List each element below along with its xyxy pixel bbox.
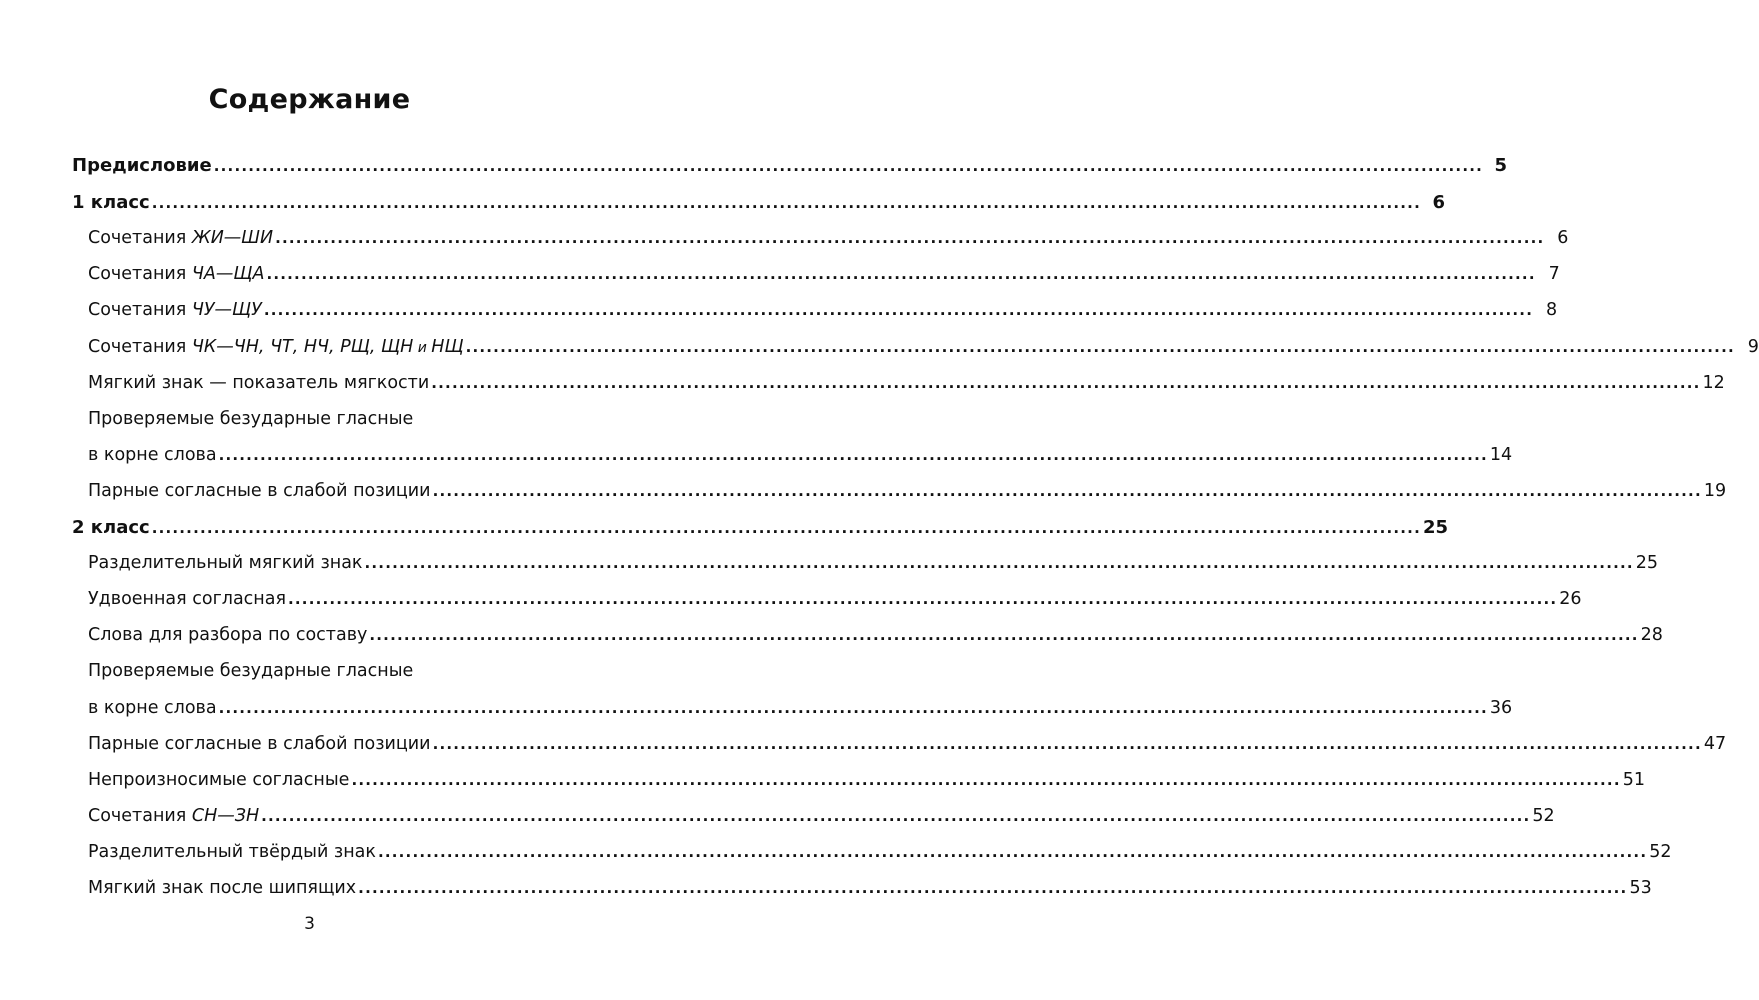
toc-page-number: 52: [1649, 842, 1672, 862]
toc-entry-label: Слова для разбора по составу: [88, 625, 368, 645]
toc-entry-hard-sign[interactable]: [88, 842, 1672, 866]
dot-leader: [266, 265, 1535, 283]
toc-entry-grade-2[interactable]: [72, 517, 1449, 541]
dot-leader: [219, 699, 1488, 717]
toc-entry-zhi-shi[interactable]: [88, 228, 1569, 252]
toc-entry-label: [88, 264, 264, 284]
dot-leader: [365, 554, 1634, 572]
toc-entry-label: 2 класс: [72, 517, 150, 538]
toc-entry-label: [88, 806, 259, 826]
toc-entry-label: Удвоенная согласная: [88, 589, 286, 609]
toc-entry-label: [88, 300, 262, 320]
toc-entry-italic: СН—ЗН: [191, 806, 260, 826]
dot-leader: [219, 446, 1488, 464]
toc-entry-chk-chn[interactable]: [88, 337, 1759, 361]
dot-leader: [433, 735, 1702, 753]
toc-entry-silent-consonants[interactable]: [88, 770, 1645, 794]
toc-entry-prefix: Сочетания: [88, 264, 192, 284]
toc-entry-grade-1[interactable]: [72, 192, 1445, 216]
toc-entry-label: Парные согласные в слабой позиции: [88, 481, 431, 501]
toc-page-number: 5: [1494, 155, 1508, 176]
toc-entry-prefix: Сочетания: [88, 300, 192, 320]
dot-leader: [466, 338, 1735, 356]
dot-leader: [369, 626, 1638, 644]
toc-entry-sn-zn[interactable]: [88, 806, 1555, 830]
toc-entry-label: Парные согласные в слабой позиции: [88, 734, 431, 754]
toc-entry-soft-sign-softness[interactable]: [88, 373, 1725, 397]
dot-leader: [351, 771, 1620, 789]
toc-page-number: 12: [1702, 373, 1725, 393]
toc-entry-conjunction: и: [413, 340, 432, 356]
toc-entry-label: Разделительный мягкий знак: [88, 553, 363, 573]
toc-entry-unstressed-vowels-2-line-2[interactable]: [88, 698, 1513, 722]
dot-leader: [214, 157, 1483, 175]
toc-entry-unstressed-vowels-line-1[interactable]: [88, 409, 413, 433]
toc-page-number: 19: [1703, 481, 1727, 501]
toc-entry-double-consonant[interactable]: [88, 589, 1582, 613]
toc-page-number: 9: [1747, 337, 1759, 357]
dot-leader: [152, 194, 1421, 212]
toc-entry-paired-consonants-2[interactable]: [88, 734, 1727, 758]
dot-leader: [261, 807, 1530, 825]
toc-entry-italic: ЧА—ЩА: [191, 264, 265, 284]
toc-entry-label: 1 класс: [72, 192, 150, 213]
toc-entry-italic: ЧК—ЧН, ЧТ, НЧ, РЩ, ЩН: [191, 337, 414, 357]
toc-page-number: 28: [1640, 625, 1663, 645]
toc-entry-paired-consonants[interactable]: [88, 481, 1727, 505]
toc-entry-italic: НЩ: [431, 337, 464, 357]
toc-entry-label: Предисловие: [72, 155, 212, 176]
toc-page-number: 7: [1548, 264, 1560, 284]
toc-entry-label: Проверяемые безударные гласные: [88, 661, 414, 681]
toc-entry-prefix: Сочетания: [88, 228, 192, 248]
toc-entry-italic: ЖИ—ШИ: [191, 228, 274, 248]
toc-page-number: 6: [1432, 192, 1445, 213]
toc-page-number: 47: [1703, 734, 1727, 754]
toc-entry-cha-shcha[interactable]: [88, 264, 1560, 288]
toc-page-number: 14: [1489, 445, 1513, 465]
toc-entry-label: в корне слова: [88, 698, 217, 718]
toc-entry-separating-soft-sign[interactable]: [88, 553, 1659, 577]
toc-entry-unstressed-vowels-2-line-1[interactable]: [88, 661, 413, 685]
toc-page-number: 6: [1557, 228, 1569, 248]
toc-page-number: 26: [1559, 589, 1582, 609]
dot-leader: [264, 301, 1533, 319]
toc-entry-label: [88, 337, 464, 357]
toc-entry-label: Разделительный твёрдый знак: [88, 842, 376, 862]
toc-entry-label: Мягкий знак — показатель мягкости: [88, 373, 430, 393]
toc-entry-chu-shchu[interactable]: [88, 300, 1558, 324]
toc-page-number: 36: [1489, 698, 1513, 718]
toc-entry-unstressed-vowels-line-2[interactable]: [88, 445, 1513, 469]
page-number: 3: [304, 914, 315, 934]
dot-leader: [378, 843, 1647, 861]
dot-leader: [288, 590, 1557, 608]
toc-page-number: 52: [1532, 806, 1555, 826]
toc-page-number: 25: [1635, 553, 1659, 573]
dot-leader: [152, 519, 1421, 537]
dot-leader: [433, 482, 1702, 500]
toc-entry-preface[interactable]: [72, 155, 1508, 179]
toc-entry-label: Непроизносимые согласные: [88, 770, 350, 790]
dot-leader: [275, 229, 1544, 247]
toc-entry-soft-sign-after-sibilants[interactable]: [88, 878, 1652, 902]
toc-entry-label: в корне слова: [88, 445, 217, 465]
toc-entry-label: Мягкий знак после шипящих: [88, 878, 357, 898]
page-title: Содержание: [208, 84, 411, 115]
toc-page-number: 8: [1545, 300, 1558, 320]
toc-entry-label: Проверяемые безударные гласные: [88, 409, 414, 429]
toc-entry-prefix: Сочетания: [88, 806, 192, 826]
toc-entry-word-analysis[interactable]: [88, 625, 1663, 649]
toc-page-number: 51: [1622, 770, 1645, 790]
toc-page-number: 53: [1629, 878, 1652, 898]
dot-leader: [358, 879, 1627, 897]
toc-entry-italic: ЧУ—ЩУ: [191, 300, 262, 320]
toc-entry-prefix: Сочетания: [88, 337, 192, 357]
dot-leader: [431, 374, 1700, 392]
toc-page-number: 25: [1422, 517, 1449, 538]
toc-entry-label: [88, 228, 273, 248]
